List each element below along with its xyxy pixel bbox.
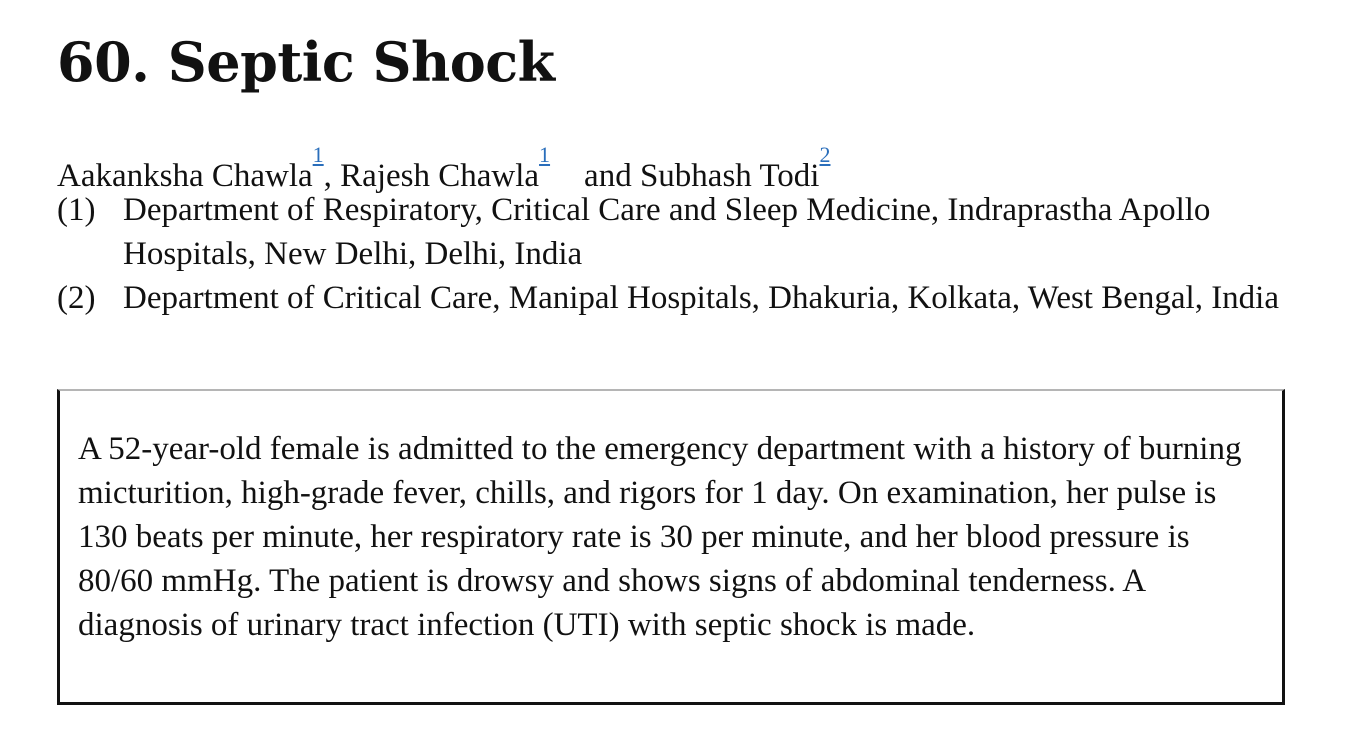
chapter-title: 60. Septic Shock (57, 30, 555, 94)
affiliation-number: (2) (57, 280, 96, 316)
affiliation-link-1[interactable]: 1 (312, 142, 324, 167)
affiliation-text: Department of Respiratory, Critical Care and Sleep Medicine, Indraprastha Apollo Hospitals, New Delhi, Delhi, India (123, 192, 1211, 272)
affiliation-number: (1) (57, 192, 96, 228)
author-name: Subhash Todi (639, 158, 820, 194)
author-footnote (312, 142, 324, 180)
author-footnote (819, 142, 831, 180)
affiliation-item (57, 276, 1297, 320)
affiliation-item (57, 188, 1297, 276)
affiliation-text: Department of Critical Care, Manipal Hospitals, Dhakuria, Kolkata, West Bengal, India (123, 280, 1279, 316)
affiliation-link-2[interactable]: 2 (819, 142, 831, 167)
author-name: Aakanksha Chawla (57, 158, 313, 194)
affiliation-link-1[interactable]: 1 (539, 142, 551, 167)
author-conjunction: and (584, 158, 640, 194)
case-presentation-text: A 52-year-old female is admitted to the emergency department with a history of burning micturition, high-grade fever, chills, and rigors for 1 day. On examination, her pulse is 130 beats per minute, her respiratory rate is 30 per minute, and her blood pressure is 80/60 mmHg. The patient is drowsy and shows signs of abdominal tenderness. A diagnosis of urinary tract infection (UTI) with septic shock is made. (78, 431, 1242, 643)
author-footnote (539, 142, 551, 180)
affiliation-list (57, 188, 1297, 320)
author-separator: , (323, 158, 341, 194)
author-name: Rajesh Chawla (340, 158, 540, 194)
case-presentation-box (57, 389, 1285, 705)
